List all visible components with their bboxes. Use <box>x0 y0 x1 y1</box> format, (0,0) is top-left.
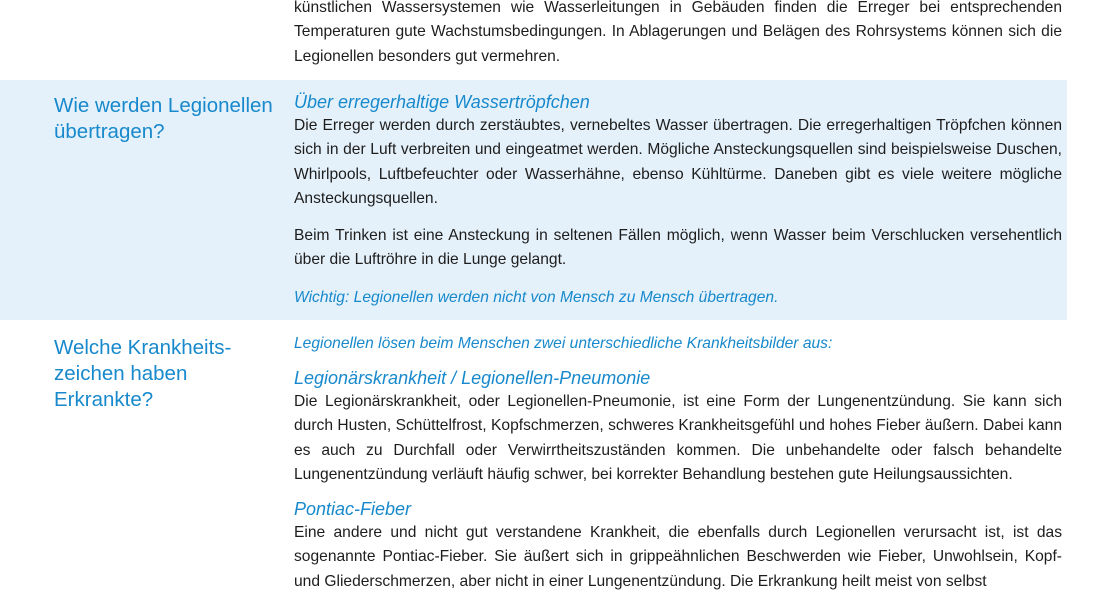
pneumonia-heading: Legionärskrankheit / Legionellen-Pneumonie <box>294 368 651 388</box>
symptoms-question-line-2: zeichen haben <box>54 362 188 385</box>
pneumonia-paragraph: Die Legionärskrankheit, oder Legionellen-Pneumonie, ist eine Form der Lungenentzündung. Sie kann sich durch Husten, Schüttelfrost, Kopfschmerzen, schweres Krankheitsgefühl und hohes Fieber äußern. Dabei kann es auch zu Durchfall oder Verwirrtheitszuständen kommen. Die unbehandelte oder falsch behandelte Lungenentzündung verläuft häufig schwer, bei korrekter Behandlung bestehen gute Heilungsaussichten. <box>294 393 1062 483</box>
transmission-important-note: Wichtig: Legionellen werden nicht von Mensch zu Mensch übertragen. <box>294 288 779 306</box>
transmission-paragraph-1: Die Erreger werden durch zerstäubtes, vernebeltes Wasser übertragen. Die erregerhaltigen Tröpfchen können sich in der Luft verbreiten und eingeatmet werden. Mögliche Ansteckungsquellen sind beispielsweise Duschen, Whirlpools, Luftbefeuchter oder Wasserhähne, ebenso Kühltürme. Daneben gibt es viele weitere mögliche Ansteckungsquellen. <box>294 117 1062 207</box>
pontiac-heading: Pontiac-Fieber <box>294 499 412 520</box>
transmission-question: Wie werden Legionellen übertragen? <box>54 94 273 143</box>
intro-paragraph: künstlichen Wassersystemen wie Wasserleitungen in Gebäuden finden die Erreger bei entsprechenden Temperaturen gute Wachstumsbedingungen. In Ablagerungen und Belägen des Rohrsystems können sich die Legionellen besonders gut vermehren. <box>294 0 1062 65</box>
symptoms-answer <box>294 332 1062 594</box>
symptoms-intro-note: Legionellen lösen beim Menschen zwei unterschiedliche Krankheitsbilder aus: <box>294 335 833 352</box>
intro-section <box>294 0 1062 69</box>
symptoms-question-line-1: Welche Krankheits- <box>54 336 232 359</box>
transmission-paragraph-2: Beim Trinken ist eine Ansteckung in seltenen Fällen möglich, wenn Wasser beim Verschlucken versehentlich über die Luftröhre in die Lunge gelangt. <box>294 227 1062 269</box>
symptoms-question-line-3: Erkrankte? <box>54 388 154 411</box>
pontiac-paragraph: Eine andere und nicht gut verstandene Krankheit, die ebenfalls durch Legionellen verursacht ist, ist das sogenannte Pontiac-Fieber. Sie äußert sich in grippeähnlichen Beschwerden wie Fieber, Unwohlsein, Kopf- und Gliederschmerzen, aber nicht in einer Lungenentzündung. Die Erkrankung heilt meist von selbst <box>294 524 1062 590</box>
symptoms-question <box>54 335 279 413</box>
transmission-answer <box>294 90 1062 310</box>
transmission-subheading: Über erregerhaltige Wassertröpfchen <box>294 92 590 112</box>
